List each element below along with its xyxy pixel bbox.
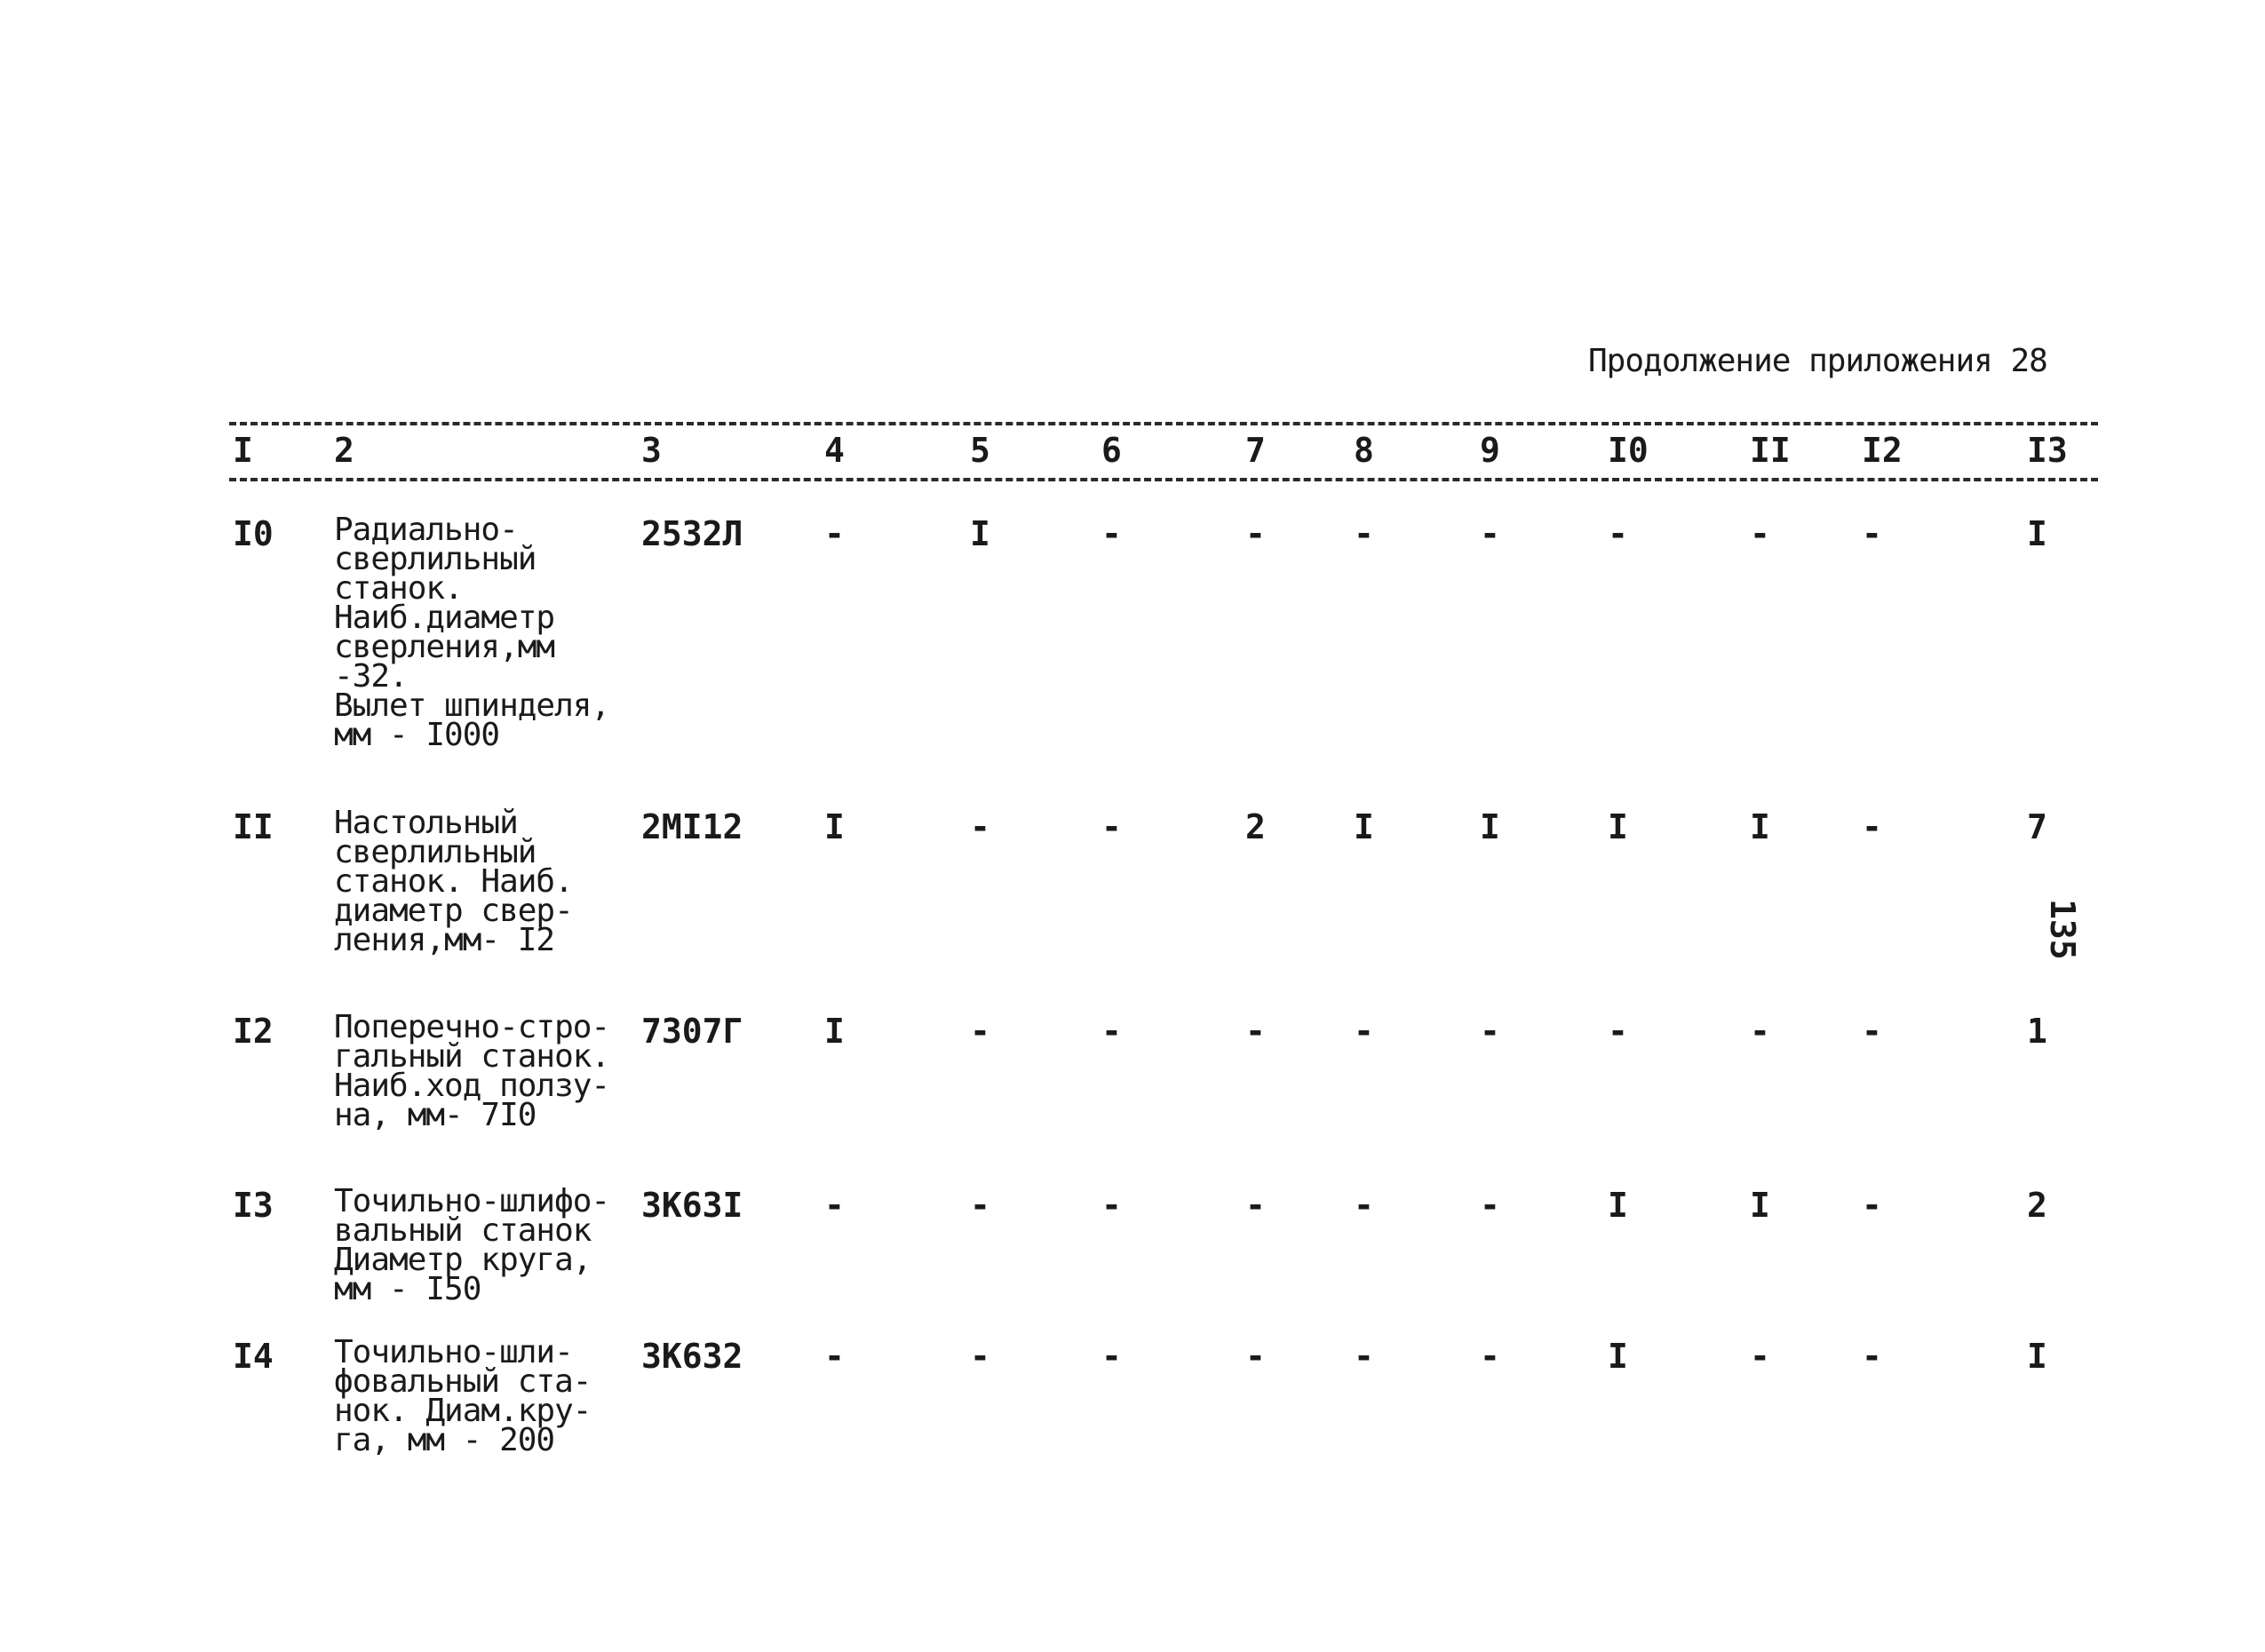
quantity-cell: -	[1354, 1012, 1374, 1051]
quantity-cell: -	[970, 1012, 990, 1051]
quantity-cell: -	[1101, 1012, 1122, 1051]
quantity-cell: -	[1862, 514, 1882, 553]
table-header-rule	[229, 478, 2098, 481]
quantity-cell: -	[824, 1337, 845, 1376]
quantity-cell: 7	[2027, 807, 2047, 846]
column-header: 2	[334, 431, 354, 470]
quantity-cell: -	[1354, 1186, 1374, 1225]
machine-description: Точильно-шли- фовальный ста- нок. Диам.кру- га, мм - 200	[334, 1334, 592, 1458]
column-header: 7	[1245, 431, 1266, 470]
quantity-cell: I	[1750, 807, 1770, 846]
quantity-cell: -	[824, 514, 845, 553]
column-header: I	[233, 431, 253, 470]
row-number: I4	[233, 1337, 274, 1376]
quantity-cell: -	[1862, 1337, 1882, 1376]
quantity-cell: I	[1608, 1186, 1628, 1225]
quantity-cell: I	[824, 807, 845, 846]
quantity-cell: -	[1354, 514, 1374, 553]
quantity-cell: -	[1101, 1337, 1122, 1376]
quantity-cell: 2	[1245, 807, 1266, 846]
quantity-cell: I	[1480, 807, 1500, 846]
row-number: I2	[233, 1012, 274, 1051]
quantity-cell: -	[970, 807, 990, 846]
machine-model: 7307Г	[641, 1012, 743, 1051]
quantity-cell: -	[1608, 1012, 1628, 1051]
quantity-cell: -	[1245, 514, 1266, 553]
column-header: II	[1750, 431, 1791, 470]
quantity-cell: -	[1480, 1186, 1500, 1225]
machine-description: Точильно-шлифо- вальный станок Диаметр круга, мм - I50	[334, 1183, 610, 1307]
quantity-cell: -	[970, 1186, 990, 1225]
quantity-cell: -	[1608, 514, 1628, 553]
machine-description: Поперечно-стро- гальный станок. Наиб.ход ползу- на, мм- 7I0	[334, 1009, 610, 1133]
appendix-caption: Продолжение приложения 28	[1588, 343, 2047, 379]
column-header: 9	[1480, 431, 1500, 470]
quantity-cell: -	[1480, 1012, 1500, 1051]
quantity-cell: -	[1862, 1012, 1882, 1051]
machine-model: 2МI12	[641, 807, 743, 846]
table-top-rule	[229, 422, 2098, 425]
quantity-cell: I	[824, 1012, 845, 1051]
quantity-cell: -	[1480, 514, 1500, 553]
quantity-cell: -	[1480, 1337, 1500, 1376]
quantity-cell: -	[1750, 514, 1770, 553]
quantity-cell: I	[1608, 807, 1628, 846]
column-header: 8	[1354, 431, 1374, 470]
quantity-cell: I	[2027, 514, 2047, 553]
quantity-cell: -	[1101, 807, 1122, 846]
quantity-cell: -	[1245, 1186, 1266, 1225]
quantity-cell: I	[1750, 1186, 1770, 1225]
quantity-cell: -	[970, 1337, 990, 1376]
quantity-cell: I	[1354, 807, 1374, 846]
quantity-cell: -	[1862, 807, 1882, 846]
quantity-cell: 1	[2027, 1012, 2047, 1051]
machine-model: 3К63I	[641, 1186, 743, 1225]
quantity-cell: I	[1608, 1337, 1628, 1376]
column-header: 3	[641, 431, 662, 470]
column-header: I2	[1862, 431, 1903, 470]
row-number: I3	[233, 1186, 274, 1225]
quantity-cell: -	[1245, 1337, 1266, 1376]
page-number: 135	[2043, 899, 2082, 960]
machine-model: 2532Л	[641, 514, 743, 553]
quantity-cell: -	[1101, 1186, 1122, 1225]
quantity-cell: -	[1245, 1012, 1266, 1051]
quantity-cell: 2	[2027, 1186, 2047, 1225]
quantity-cell: -	[1354, 1337, 1374, 1376]
quantity-cell: -	[1750, 1012, 1770, 1051]
quantity-cell: I	[2027, 1337, 2047, 1376]
row-number: I0	[233, 514, 274, 553]
quantity-cell: -	[824, 1186, 845, 1225]
column-header: 6	[1101, 431, 1122, 470]
machine-description: Радиально- сверлильный станок. Наиб.диаметр сверления,мм -32. Вылет шпинделя, мм - I000	[334, 512, 610, 753]
machine-model: 3К632	[641, 1337, 743, 1376]
quantity-cell: -	[1862, 1186, 1882, 1225]
quantity-cell: -	[1101, 514, 1122, 553]
column-header: 5	[970, 431, 990, 470]
machine-description: Настольный сверлильный станок. Наиб. диаметр свер- ления,мм- I2	[334, 805, 573, 958]
row-number: II	[233, 807, 274, 846]
quantity-cell: I	[970, 514, 990, 553]
column-header: I0	[1608, 431, 1649, 470]
quantity-cell: -	[1750, 1337, 1770, 1376]
column-header: I3	[2027, 431, 2068, 470]
column-header: 4	[824, 431, 845, 470]
